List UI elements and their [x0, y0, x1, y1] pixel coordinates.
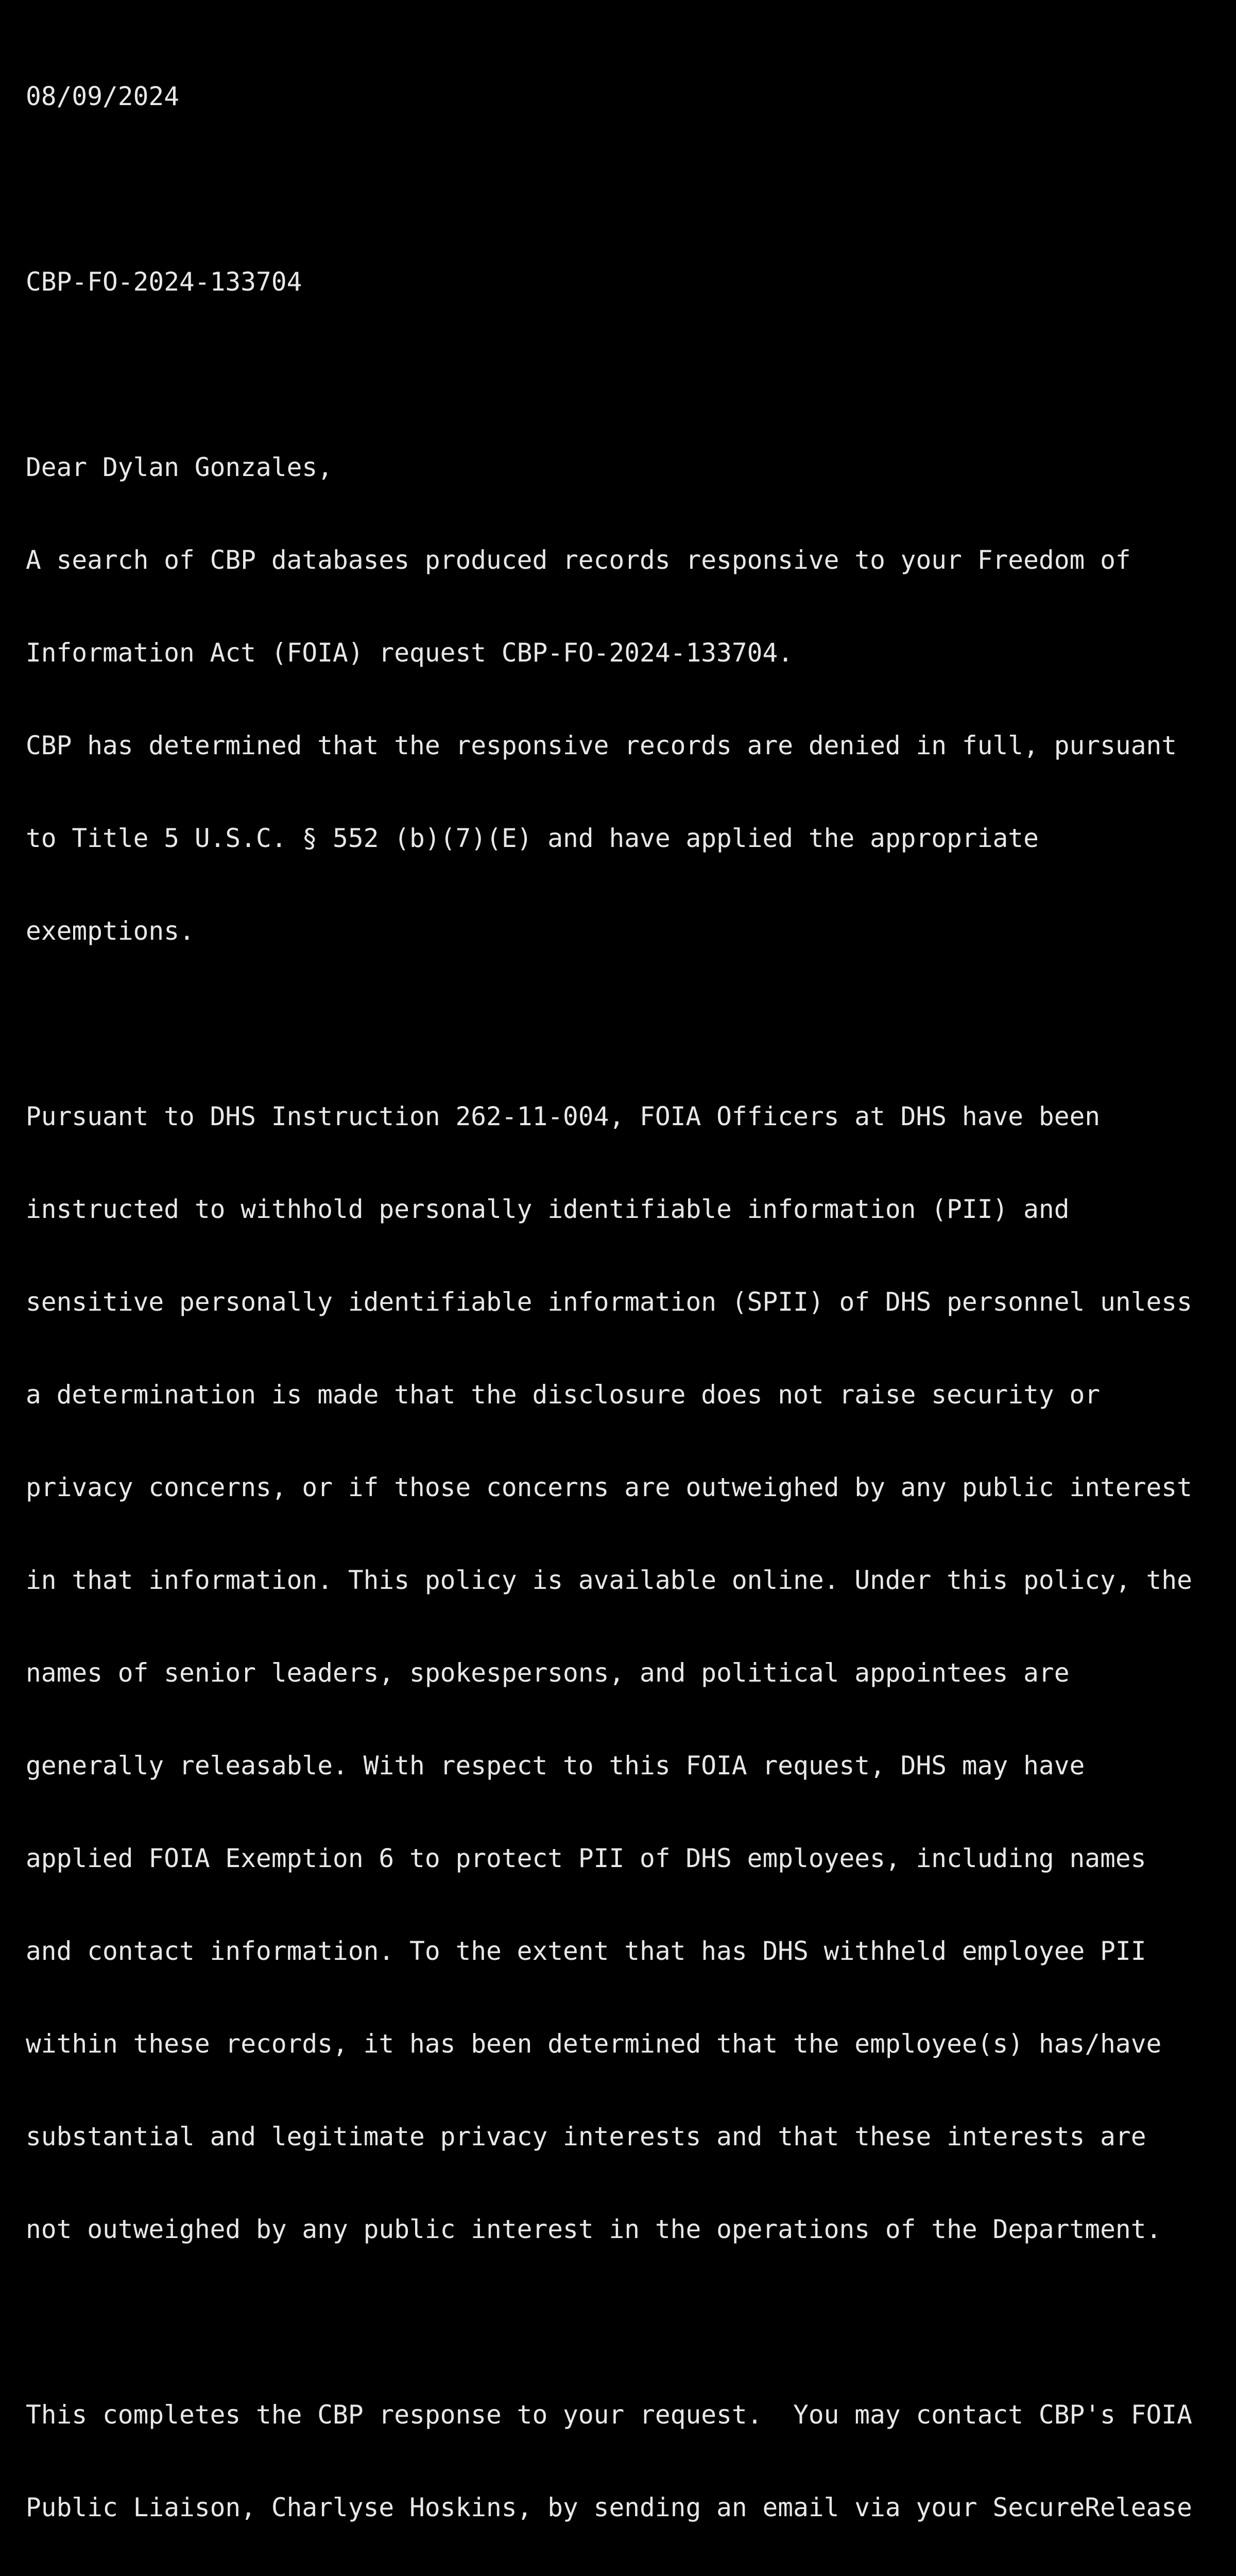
letter-line: applied FOIA Exemption 6 to protect PII of DHS employees, including names — [26, 1843, 1146, 1873]
letter-line — [26, 359, 1226, 390]
letter-line: in that information. This policy is available online. Under this policy, the — [26, 1565, 1192, 1595]
letter-line: A search of CBP databases produced records responsive to your Freedom of — [26, 545, 1131, 575]
letter-line: CBP-FO-2024-133704 — [26, 267, 302, 297]
letter-line: a determination is made that the disclosure does not raise security or — [26, 1380, 1101, 1410]
letter-line: to Title 5 U.S.C. § 552 (b)(7)(E) and have applied the appropriate — [26, 823, 1039, 853]
letter-line: within these records, it has been determined that the employee(s) has/have — [26, 2029, 1162, 2059]
letter-line: Dear Dylan Gonzales, — [26, 452, 333, 482]
letter-line: sensitive personally identifiable information (SPII) of DHS personnel unless — [26, 1287, 1192, 1317]
letter-line: privacy concerns, or if those concerns are outweighed by any public interest — [26, 1472, 1192, 1502]
letter-line: generally releasable. With respect to this FOIA request, DHS may have — [26, 1751, 1085, 1781]
letter-line — [26, 2307, 1226, 2337]
letter-text — [26, 19, 1226, 2576]
letter-line: substantial and legitimate privacy interests and that these interests are — [26, 2122, 1146, 2151]
letter-line: CBP has determined that the responsive records are denied in full, pursuant — [26, 731, 1177, 760]
letter-line: names of senior leaders, spokespersons, and political appointees are — [26, 1658, 1070, 1688]
letter-line: Public Liaison, Charlyse Hoskins, by sending an email via your SecureRelease — [26, 2493, 1192, 2522]
letter-line: Information Act (FOIA) request CBP-FO-2024-133704. — [26, 638, 794, 668]
letter-line: instructed to withhold personally identifiable information (PII) and — [26, 1194, 1070, 1224]
letter-line: not outweighed by any public interest in the operations of the Department. — [26, 2214, 1162, 2244]
letter-line — [26, 1008, 1226, 1039]
letter-line: Pursuant to DHS Instruction 262-11-004, FOIA Officers at DHS have been — [26, 1101, 1101, 1131]
letter-line: This completes the CBP response to your request. You may contact CBP's FOIA — [26, 2400, 1192, 2430]
letter-line: and contact information. To the extent that has DHS withheld employee PII — [26, 1936, 1146, 1966]
letter-line: 08/09/2024 — [26, 81, 180, 111]
letter-line: exemptions. — [26, 916, 195, 946]
letter-line — [26, 174, 1226, 205]
